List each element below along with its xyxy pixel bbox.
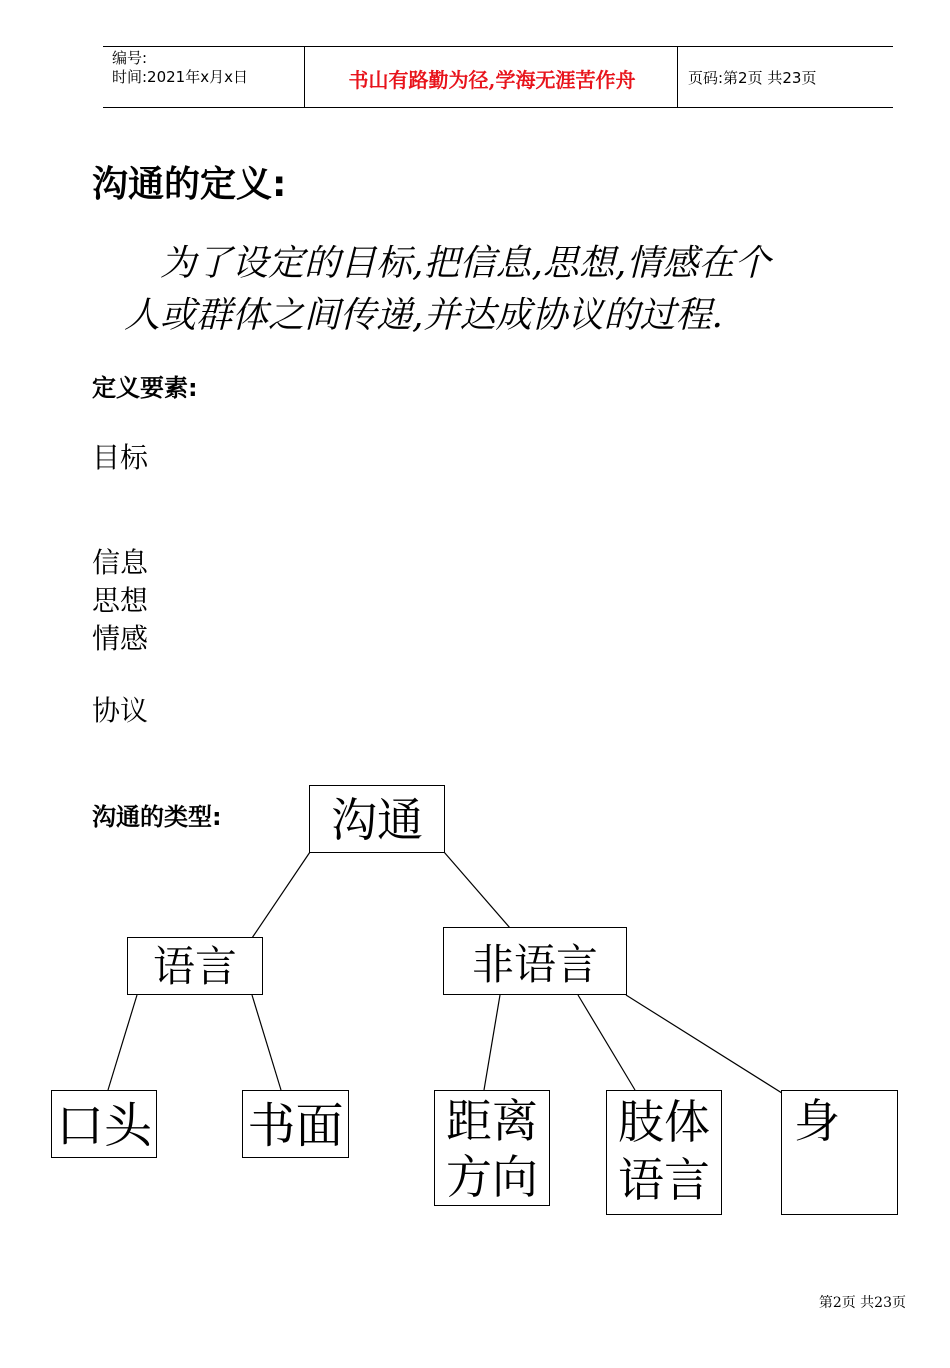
connector-nonverbal-distance	[484, 995, 500, 1090]
element-emotion: 情感	[92, 622, 149, 655]
connector-verbal-oral	[108, 995, 137, 1090]
definition-line-1: 为了设定的目标,把信息,思想,情感在个	[160, 243, 771, 284]
page-title: 沟通的定义:	[92, 164, 287, 205]
page-footer: 第2页 共23页	[818, 1295, 906, 1311]
tree-node-partial: 身	[781, 1090, 898, 1215]
tree-node-root: 沟通	[309, 785, 445, 853]
tree-node-body-language: 肢体 语言	[606, 1090, 722, 1215]
element-thought: 思想	[92, 584, 149, 617]
tree-node-written: 书面	[242, 1090, 349, 1158]
element-goal: 目标	[92, 441, 149, 474]
tree-node-verbal: 语言	[127, 937, 263, 995]
types-heading: 沟通的类型:	[92, 803, 222, 831]
header-time-label: 时间:2021年x月x日	[112, 68, 248, 86]
elements-heading: 定义要素:	[92, 374, 198, 402]
tree-node-distance: 距离 方向	[434, 1090, 550, 1206]
tree-node-oral: 口头	[51, 1090, 157, 1158]
element-information: 信息	[92, 546, 149, 579]
element-agreement: 协议	[92, 694, 149, 727]
connector-root-verbal	[252, 852, 310, 938]
connector-nonverbal-body	[578, 995, 635, 1090]
header-motto: 书山有路勤为径,学海无涯苦作舟	[348, 68, 636, 92]
header-number-label: 编号:	[112, 49, 148, 67]
connector-verbal-written	[252, 995, 281, 1090]
connector-nonverbal-partial	[626, 995, 793, 1100]
definition-line-2: 人或群体之间传递,并达成协议的过程.	[124, 295, 723, 336]
header-page-label: 页码:第2页 共23页	[688, 69, 817, 87]
tree-node-nonverbal: 非语言	[443, 927, 627, 995]
connector-root-nonverbal	[444, 852, 510, 928]
